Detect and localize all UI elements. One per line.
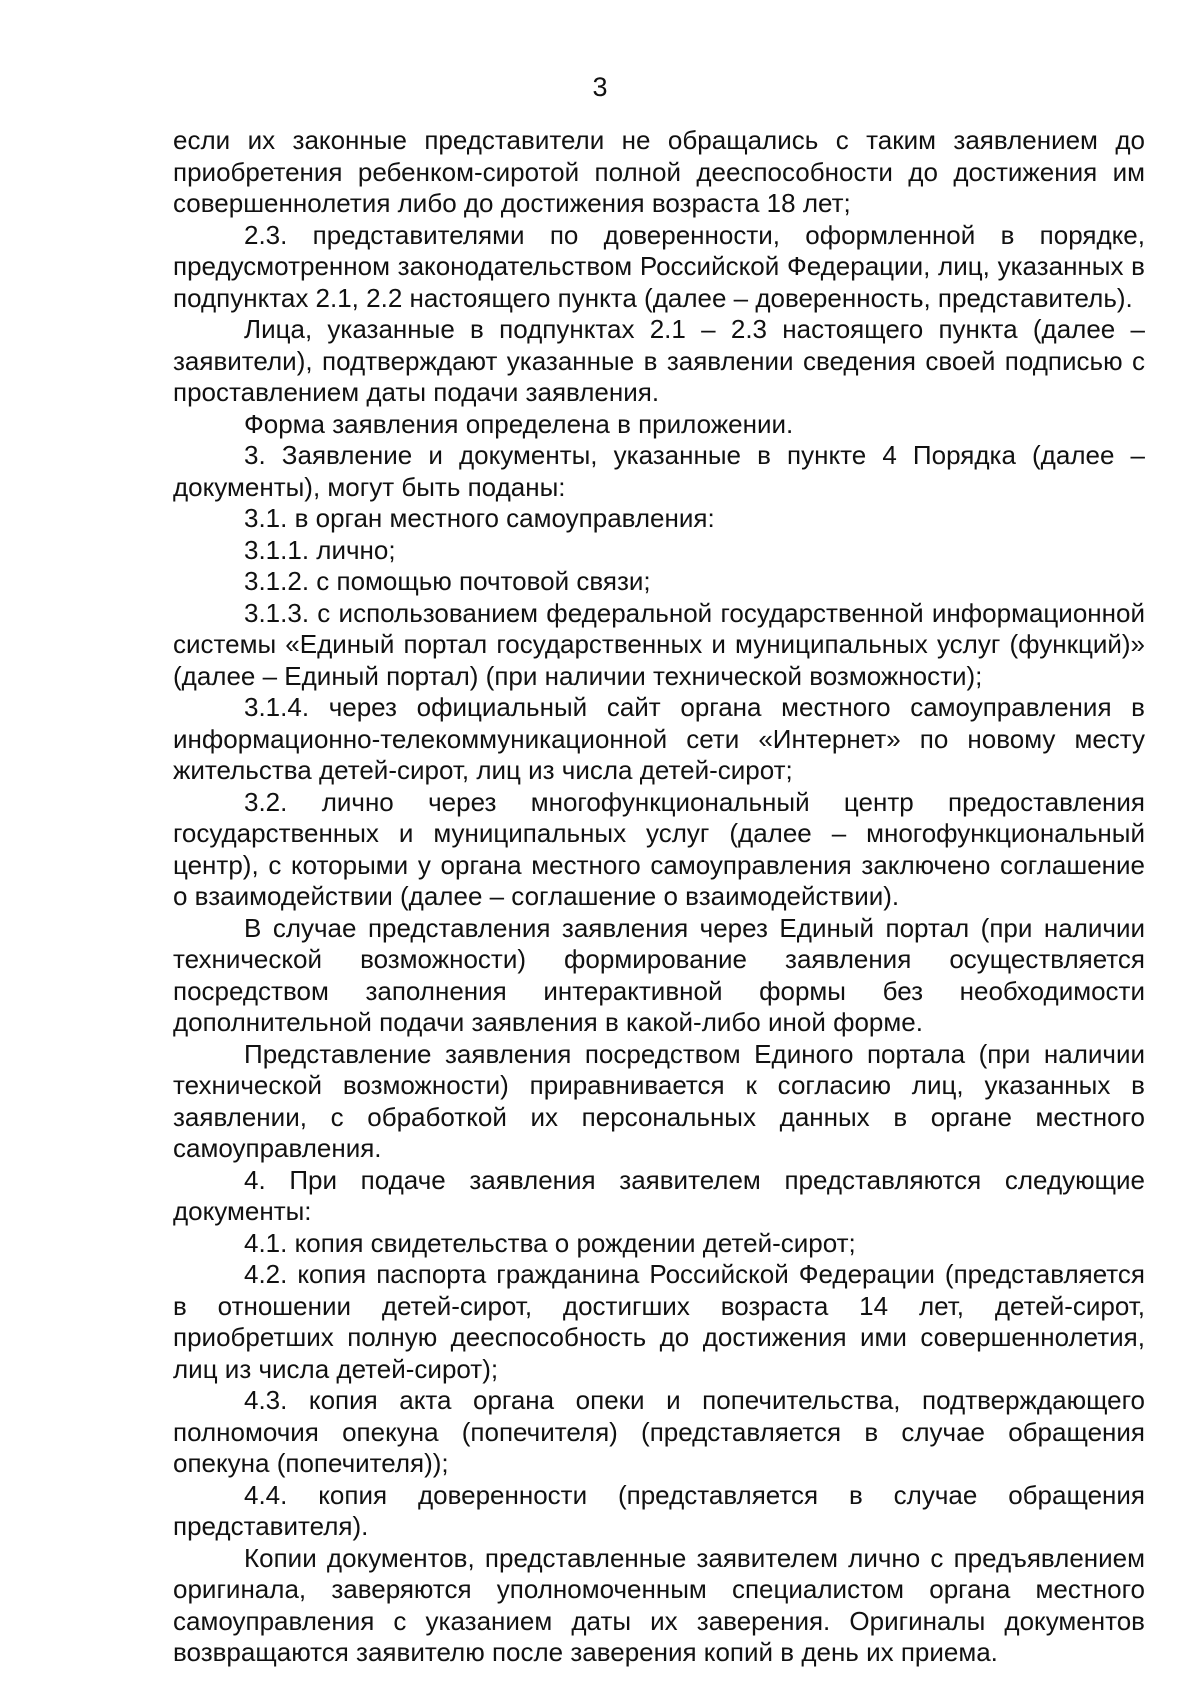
paragraph-portal: В случае представления заявления через Единый портал (при наличии технической возможности) формирование заявления осуществляется посредством заполнения интерактивной формы без необходимости дополнительной подачи заявления в какой-либо иной форме. [173,912,1145,1037]
paragraph-3: 3. Заявление и документы, указанные в пункте 4 Порядка (далее – документы), могут быть поданы: [173,440,1145,502]
page-number: 3 [592,72,608,102]
paragraph-3-1-4: 3.1.4. через официальный сайт органа местного самоуправления в информационно-телекоммуникационной сети «Интернет» по новому месту жительства детей-сирот, лиц из числа детей-сирот; [173,692,1145,785]
paragraph-3-2: 3.2. лично через многофункциональный центр предоставления государственных и муниципальных услуг (далее – многофункциональный центр), с которыми у органа местного самоуправления заключено соглашение о взаимодействии (далее – соглашение о взаимодействии). [173,786,1145,911]
paragraph-3-1: 3.1. в орган местного самоуправления: [244,503,715,533]
paragraph-applicants: Лица, указанные в подпунктах 2.1 – 2.3 настоящего пункта (далее – заявители), подтверждают указанные в заявлении сведения своей подписью с проставлением даты подачи заявления. [173,314,1145,407]
document-body [173,125,1145,1669]
paragraph-form: Форма заявления определена в приложении. [244,408,794,439]
paragraph-4-4: 4.4. копия доверенности (представляется в случае обращения представителя). [173,1479,1145,1541]
paragraph-continuation: если их законные представители не обращались с таким заявлением до приобретения ребенком-сиротой полной дееспособности до достижения им совершеннолетия либо до достижения возраста 18 лет; [173,125,1145,218]
paragraph-4-3: 4.3. копия акта органа опеки и попечительства, подтверждающего полномочия опекуна (попечителя) (представляется в случае обращения опекуна (попечителя)); [173,1385,1145,1478]
paragraph-2-3: 2.3. представителями по доверенности, оформленной в порядке, предусмотренном законодательством Российской Федерации, лиц, указанных в подпунктах 2.1, 2.2 настоящего пункта (далее – доверенность, представитель). [173,219,1145,313]
paragraph-4-2: 4.2. копия паспорта гражданина Российской Федерации (представляется в отношении детей-сирот, достигших возраста 14 лет, детей-сирот, приобретших полную дееспособность до достижения ими совершеннолетия, лиц из числа детей-сирот); [173,1259,1145,1384]
paragraph-3-1-1: 3.1.1. лично; [244,534,396,565]
paragraph-4: 4. При подаче заявления заявителем представляются следующие документы: [173,1164,1145,1226]
paragraph-consent: Представление заявления посредством Единого портала (при наличии технической возможности) приравнивается к согласию лиц, указанных в заявлении, с обработкой их персональных данных в органе местного самоуправления. [173,1038,1145,1163]
paragraph-3-1-2: 3.1.2. с помощью почтовой связи; [244,566,651,596]
paragraph-4-1: 4.1. копия свидетельства о рождении детей-сирот; [244,1227,856,1258]
paragraph-3-1-3: 3.1.3. с использованием федеральной государственной информационной системы «Единый портал государственных и муниципальных услуг (функций)» (далее – Единый портал) (при наличии технической возможности); [173,597,1145,691]
paragraph-copies: Копии документов, представленные заявителем лично с предъявлением оригинала, заверяются уполномоченным специалистом органа местного самоуправления с указанием даты их заверения. Оригиналы документов возвращаются заявителю после заверения копий в день их приема. [173,1542,1145,1667]
